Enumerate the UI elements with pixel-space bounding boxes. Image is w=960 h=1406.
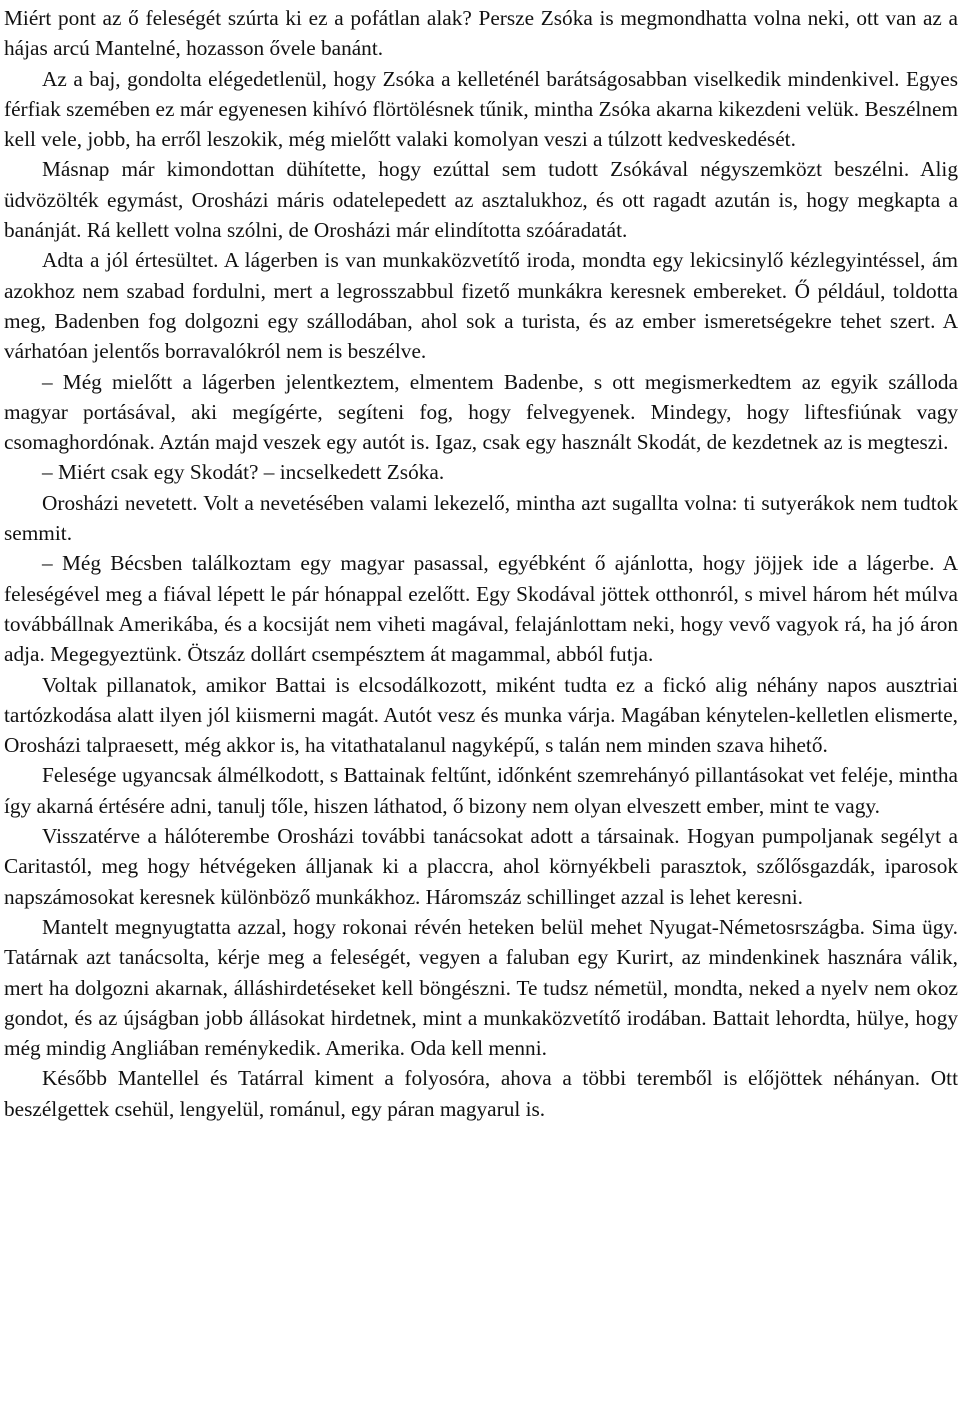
paragraph-7: Orosházi nevetett. Volt a nevetésében valami lekezelő, mintha azt sugallta volna: ti sutyerákok nem tudtok semmit. (4, 490, 958, 546)
paragraph-1: Miért pont az ő feleségét szúrta ki ez a pofátlan alak? Persze Zsóka is megmondhatta volna neki, ott van az a hájas arcú Mantelné, hozasson ővele banánt. (4, 6, 958, 61)
paragraph-8: – Még Bécsben találkoztam egy magyar pasassal, egyébként ő ajánlotta, hogy jöjjek ide a lágerbe. A feleségével meg a fiával lépett le pár hónappal ezelőtt. Egy Skodával jöttek otthonról, s mivel három hét múlva továbbállnak Amerikába, és a kocsiját nem viheti magával, felajánlottam neki, hogy vevő vagyok rá, ha jó áron adja. Megegyeztünk. Ötszáz dollárt csempésztem át magammal, abból futja. (4, 551, 958, 667)
paragraph-10: Felesége ugyancsak álmélkodott, s Battainak feltűnt, időnként szemrehányó pillantásokat vet feléje, mintha így akarná értésére adni, tanulj tőle, hiszen láthatod, ő bizony nem olyan elveszett ember, mint te vagy. (4, 763, 958, 818)
paragraph-12: Mantelt megnyugtatta azzal, hogy rokonai révén heteken belül mehet Nyugat-Németosrszágba. Sima ügy. Tatárnak azt tanácsolta, kérje meg a feleségét, vegyen a faluban egy Kurirt, az mindenkinek hasznára válik, mert ha dolgozni akarnak, álláshirdetéseket kell böngészni. Te tudsz németül, mondta, neked a nyelv nem okoz gondot, és az újságban jobb állásokat hirdetnek, mint a munkaközvetítő irodában. Battait lehordta, hülye, hogy még mindig Angliában reménykedik. Amerika. Oda kell menni. (4, 914, 958, 1061)
paragraph-9: Voltak pillanatok, amikor Battai is elcsodálkozott, miként tudta ez a fickó alig néhány napos ausztriai tartózkodása alatt ilyen jól kiismerni magát. Autót vesz és munka várja. Magában kénytelen-kelletlen elismerte, Orosházi talpraesett, még akkor is, ha vitathatalanul nagyképű, s talán nem minden szava hihető. (4, 672, 958, 758)
paragraph-2: Az a baj, gondolta elégedetlenül, hogy Zsóka a kelleténél barátságosabban viselkedik mindenkivel. Egyes férfiak szemében ez már egyenesen kihívó flörtölésnek tűnik, mintha Zsóka akarna kikezdeni velük. Beszélnem kell vele, jobb, ha erről leszokik, még mielőtt valaki komolyan veszi a túlzott kedveskedését. (4, 66, 958, 152)
paragraph-4: Adta a jól értesültet. A lágerben is van munkaközvetítő iroda, mondta egy lekicsinylő kézlegyintéssel, ám azokhoz nem szabad fordulni, mert a legrosszabbul fizető munkákra keresnek embereket. Ő például, toldotta meg, Badenben fog dolgozni egy szállodában, ahol sok a turista, és az ember ismeretségekre tehet szert. A várhatóan jelentős borravalókról nem is beszélve. (4, 248, 958, 364)
paragraph-3: Másnap már kimondottan dühítette, hogy ezúttal sem tudott Zsókával négyszemközt beszélni. Alig üdvözölték egymást, Orosházi máris odatelepedett az asztalukhoz, és ott ragadt azután is, hogy megkapta a banánját. Rá kellett volna szólni, de Orosházi már elindította szóáradatát. (4, 157, 958, 243)
paragraph-6: – Miért csak egy Skodát? – incselkedett Zsóka. (42, 460, 445, 485)
paragraph-13: Később Mantellel és Tatárral kiment a folyosóra, ahova a többi teremből is előjöttek néhányan. Ott beszélgettek csehül, lengyelül, románul, egy páran magyarul is. (4, 1066, 958, 1121)
paragraph-5: – Még mielőtt a lágerben jelentkeztem, elmentem Badenbe, s ott megismerkedtem az egyik szálloda magyar portásával, aki megígérte, segíteni fog, hogy felvegyenek. Mindegy, hogy liftesfiúnak vagy csomaghordónak. Aztán majd veszek egy autót is. Igaz, csak egy használt Skodát, de kezdetnek az is megteszi. (4, 369, 958, 455)
paragraph-11: Visszatérve a hálóterembe Orosházi további tanácsokat adott a társainak. Hogyan pumpoljanak segélyt a Caritastól, meg hogy hétvégeken álljanak ki a placcra, ahol környékbeli parasztok, szőlősgazdák, iparosok napszámosokat keresnek különböző munkákhoz. Háromszáz schillinget azzal is lehet keresni. (4, 824, 958, 909)
